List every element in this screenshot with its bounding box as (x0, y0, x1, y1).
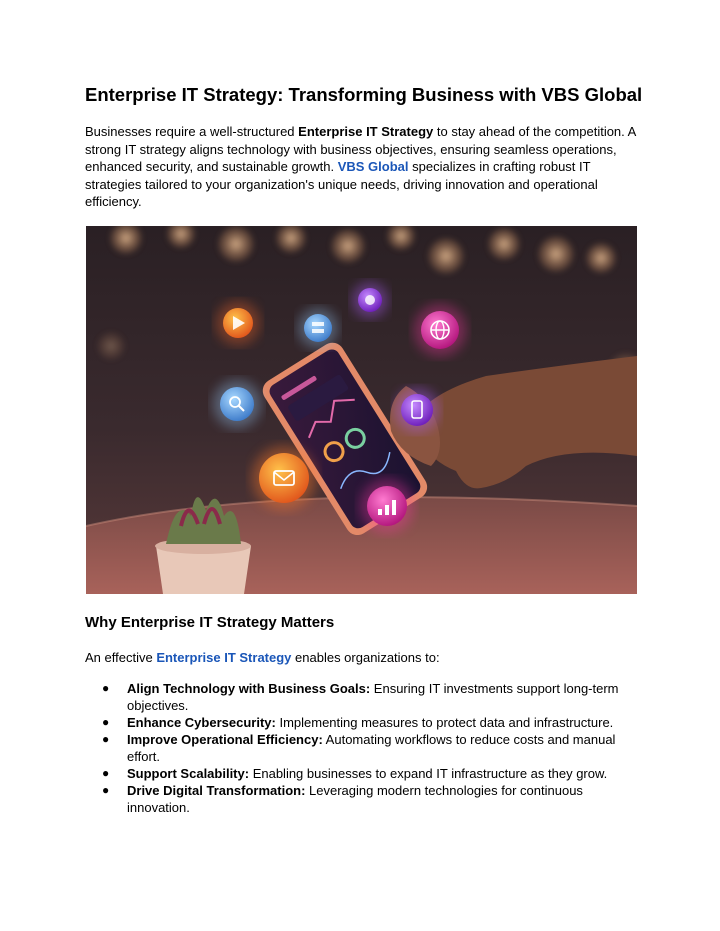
list-item (85, 731, 645, 765)
lead-text-1: An effective (85, 650, 157, 665)
mobile-icon (395, 388, 439, 432)
enterprise-it-strategy-link[interactable]: Enterprise IT Strategy (156, 650, 292, 665)
bullet-icon: ● (102, 732, 110, 746)
vbs-global-link[interactable]: VBS Global (337, 159, 409, 175)
play-icon (216, 301, 260, 345)
intro-text-2: to stay ahead of the competition. A strong IT strategy aligns technology with business objectives, ensuring seamless operations, enhanced security, and sustainable growth. (85, 124, 636, 175)
intro-bold-term: Enterprise IT Strategy (298, 124, 434, 139)
list-item-term: Support Scalability: (127, 766, 250, 781)
list-item-term: Improve Operational Efficiency: (127, 732, 323, 747)
mail-icon (252, 446, 316, 510)
list-item-desc: Enabling businesses to expand IT infrastructure as they grow. (249, 766, 608, 781)
hero-image (86, 226, 637, 594)
intro-paragraph (85, 123, 645, 211)
list-item-term: Enhance Cybersecurity: (127, 715, 276, 730)
stack-icon (298, 308, 338, 348)
circle-icon (352, 282, 388, 318)
bullet-icon: ● (102, 715, 110, 729)
list-item (85, 714, 645, 731)
benefits-list (85, 680, 645, 816)
globe-icon (414, 304, 466, 356)
intro-text-3: specializes in crafting robust IT strategies tailored to your organization's unique needs, driving innovation and operational efficiency. (85, 159, 598, 210)
list-item-term: Drive Digital Transformation: (127, 783, 306, 798)
list-item-desc: Ensuring IT investments support long-term objectives. (127, 681, 619, 713)
section-heading: Why Enterprise IT Strategy Matters (85, 614, 335, 631)
bullet-icon: ● (102, 681, 110, 695)
search-icon (213, 380, 261, 428)
lead-text-2: enables organizations to: (291, 650, 440, 665)
intro-text-1: Businesses require a well-structured (85, 124, 299, 139)
section-lead (85, 649, 440, 666)
list-item-desc: Implementing measures to protect data and infrastructure. (275, 715, 614, 730)
bullet-icon: ● (102, 766, 110, 780)
list-item (85, 765, 645, 782)
hero-illustration (86, 226, 637, 594)
bullet-icon: ● (102, 783, 110, 797)
list-item (85, 782, 645, 816)
list-item (85, 680, 645, 714)
page-title: Enterprise IT Strategy: Transforming Business with VBS Global (85, 84, 643, 105)
list-item-term: Align Technology with Business Goals: (127, 681, 371, 696)
chart-icon (360, 479, 414, 533)
list-item-desc: Automating workflows to reduce costs and manual effort. (127, 732, 616, 764)
list-item-desc: Leveraging modern technologies for continuous innovation. (127, 783, 583, 815)
